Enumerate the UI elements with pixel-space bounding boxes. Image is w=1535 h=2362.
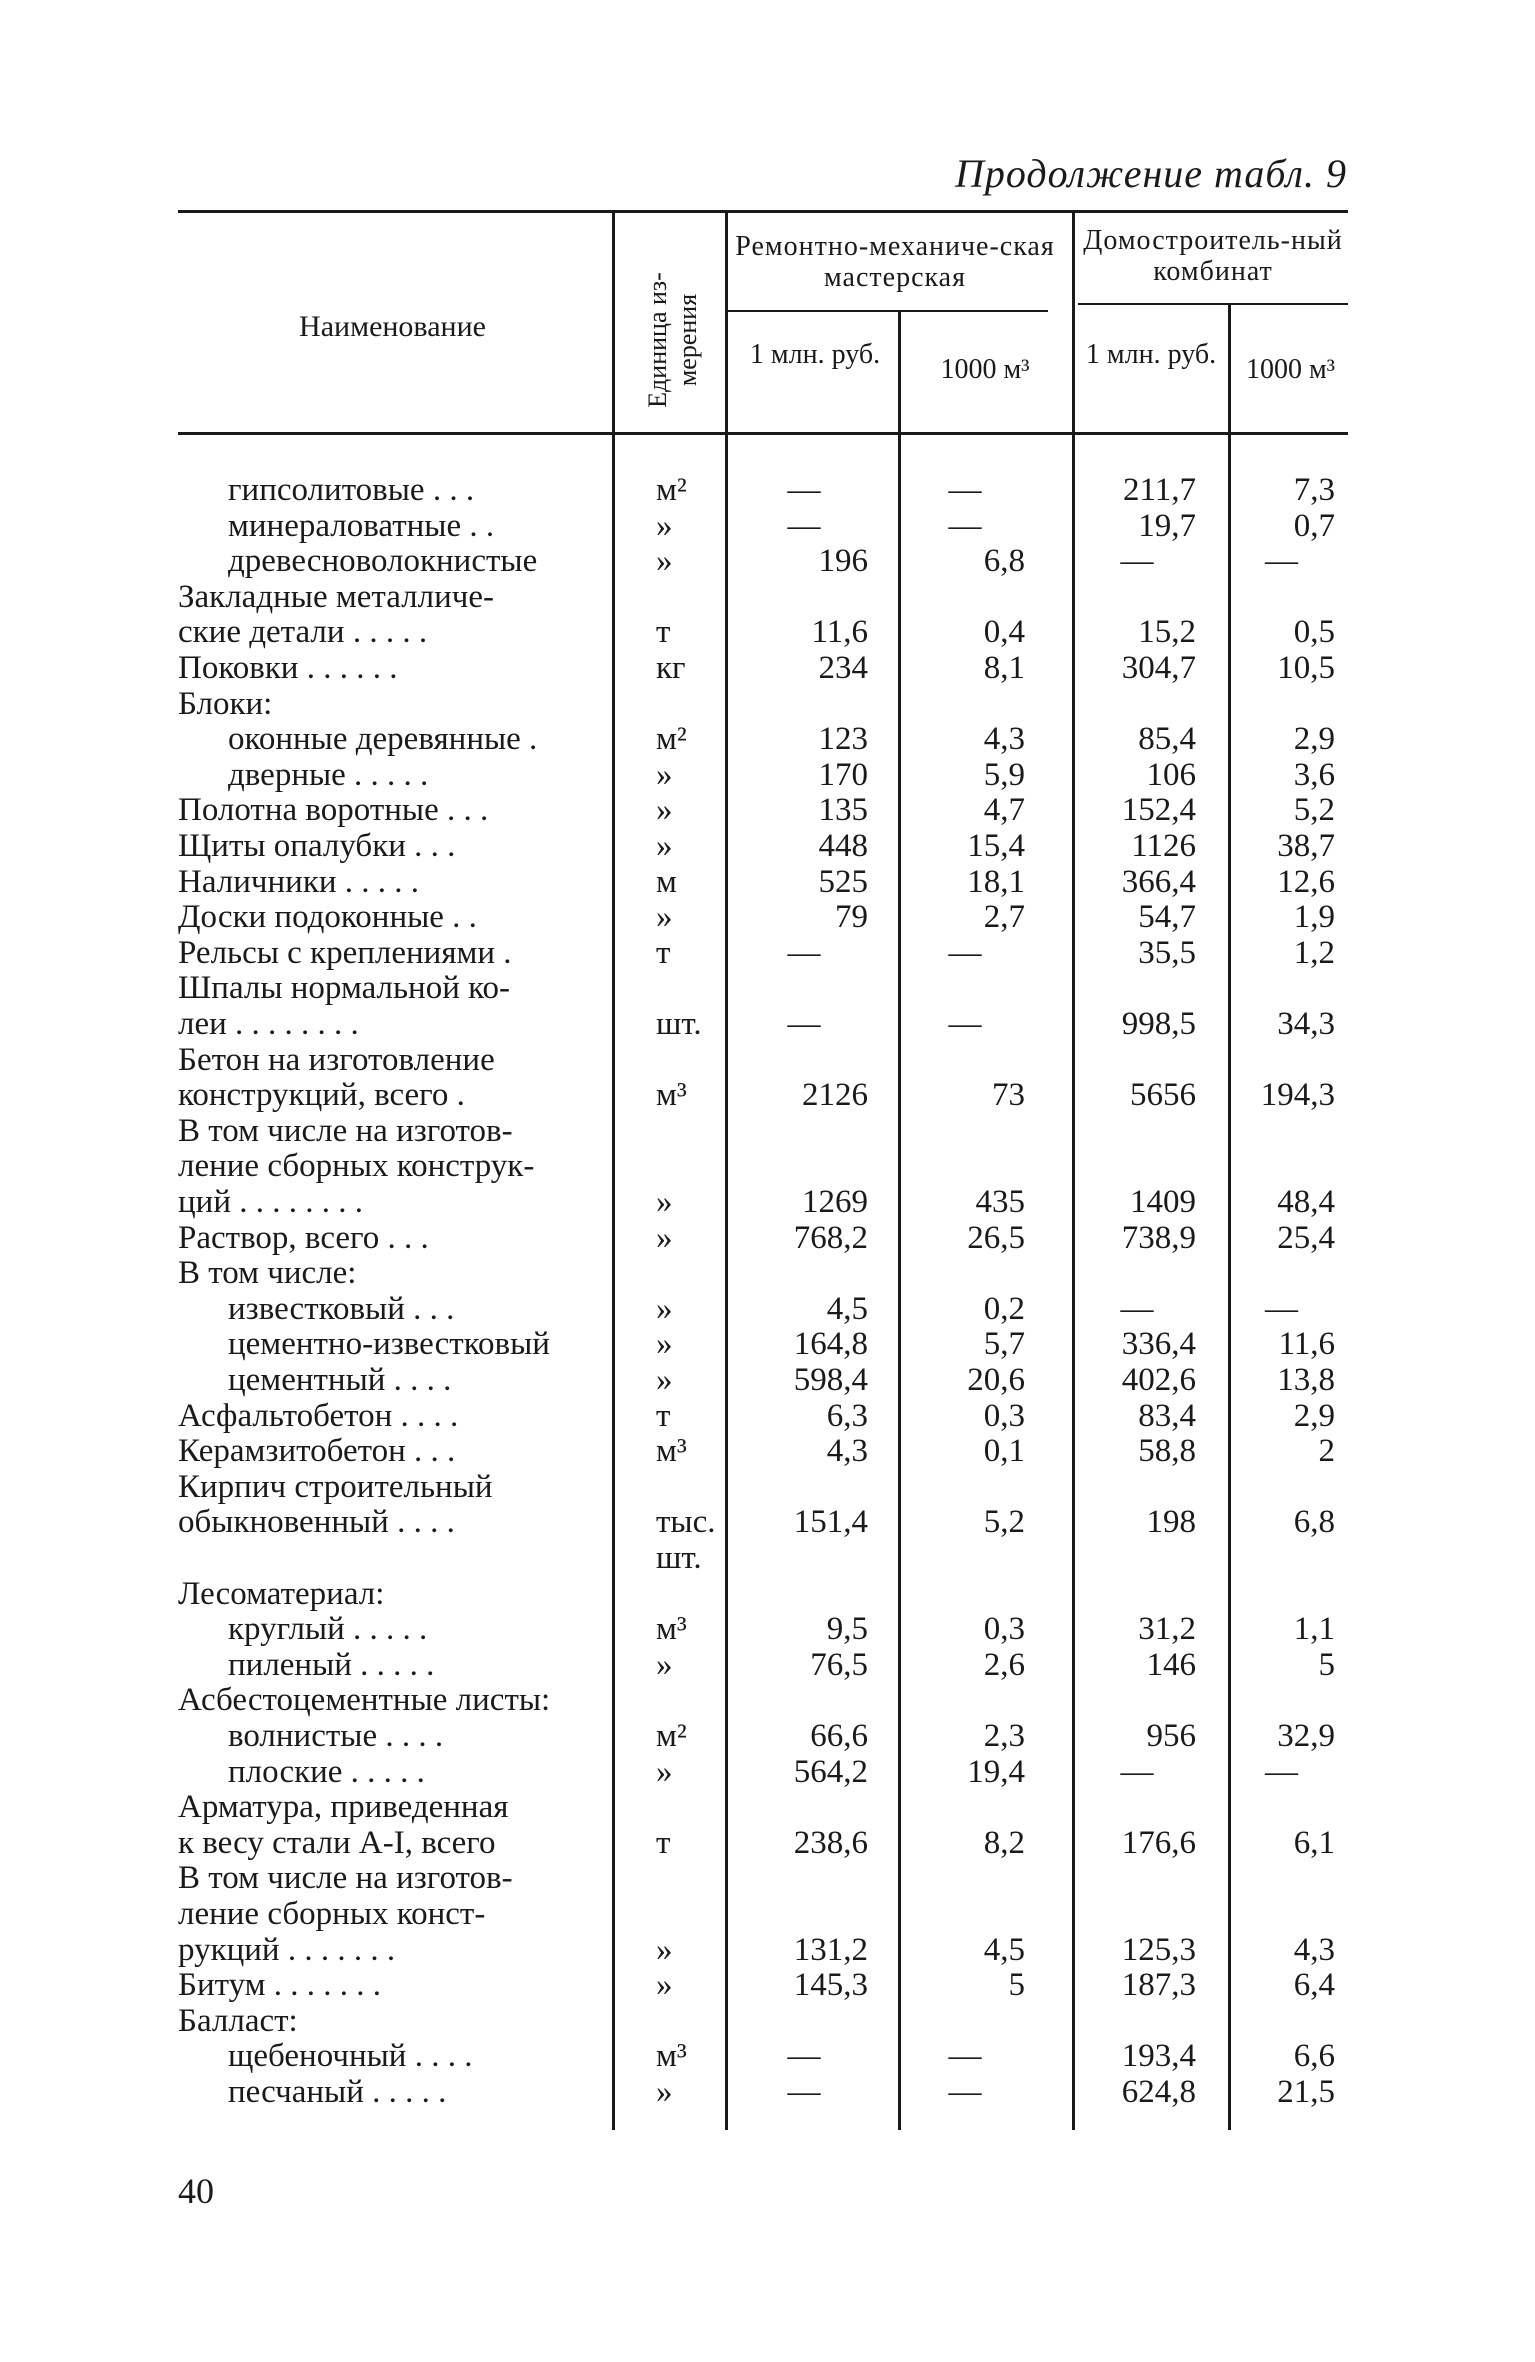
- row-unit: м: [656, 863, 677, 900]
- row-value: 48,4: [1277, 1184, 1335, 1220]
- header-sub-1000-1: 1000 м³: [940, 354, 1030, 385]
- row-unit: м³: [656, 1611, 687, 1648]
- row-value: —: [1120, 543, 1154, 580]
- row-name: В том числе:: [178, 1255, 357, 1292]
- header-unit: Единица из-мерения: [643, 272, 702, 408]
- row-value: —: [948, 1006, 982, 1042]
- row-name: гипсолитовые . . .: [228, 472, 475, 508]
- row-name: В том числе на изготов-: [178, 1112, 513, 1149]
- row-unit: »: [656, 1219, 673, 1256]
- row-value: 58,8: [1138, 1433, 1196, 1470]
- row-value: 0,7: [1293, 507, 1335, 544]
- row-unit: м³: [656, 1077, 687, 1114]
- row-value: 19,7: [1138, 507, 1196, 544]
- row-name: ление сборных конст-: [178, 1896, 486, 1932]
- row-value: —: [787, 1006, 821, 1042]
- row-value: 32,9: [1277, 1718, 1335, 1754]
- row-name: В том числе на изготов-: [178, 1860, 513, 1897]
- row-value: 54,7: [1138, 899, 1196, 936]
- row-value: 8,2: [983, 1824, 1025, 1861]
- row-value: 176,6: [1121, 1824, 1196, 1861]
- row-value: 2,7: [983, 899, 1025, 936]
- row-unit: т: [656, 1824, 671, 1861]
- row-value: 34,3: [1277, 1006, 1335, 1042]
- row-unit: »: [656, 507, 673, 544]
- row-value: 15,4: [967, 828, 1025, 864]
- header-subgroup-rule-1: [728, 310, 1048, 312]
- row-value: 2,9: [1293, 1397, 1335, 1434]
- row-name: рукций . . . . . . .: [178, 1931, 396, 1968]
- row-name: Лесоматериал:: [178, 1575, 385, 1612]
- row-value: —: [787, 507, 821, 544]
- row-unit: т: [656, 934, 671, 971]
- row-unit: м²: [656, 1718, 687, 1754]
- row-unit: »: [656, 828, 673, 864]
- header-sub-mln-1: 1 млн. руб.: [749, 339, 881, 370]
- row-unit: »: [656, 899, 673, 936]
- row-value: 525: [818, 863, 868, 900]
- row-value: 11,6: [811, 614, 868, 651]
- row-value: 9,5: [826, 1611, 868, 1648]
- row-name: ление сборных конструк-: [178, 1148, 535, 1185]
- row-value: 6,3: [826, 1397, 868, 1434]
- header-subgroup-rule-2: [1078, 303, 1348, 305]
- col-divider-mid1: [898, 312, 901, 2130]
- row-name: песчаный . . . . .: [228, 2074, 447, 2110]
- row-value: —: [1265, 543, 1298, 580]
- header-group-house-plant: Домостроитель-ный комбинат: [1083, 225, 1343, 287]
- table-continuation-title: Продолжение табл. 9: [954, 151, 1347, 196]
- row-unit: шт.: [656, 1006, 702, 1042]
- row-name: цементный . . . .: [228, 1362, 452, 1398]
- row-value: 196: [818, 543, 868, 580]
- row-value: —: [787, 2038, 821, 2075]
- row-value: 956: [1146, 1718, 1196, 1754]
- row-value: 125,3: [1121, 1931, 1196, 1968]
- row-value: 2,6: [983, 1646, 1025, 1683]
- row-value: 5,2: [983, 1504, 1025, 1541]
- row-value: 304,7: [1121, 650, 1196, 686]
- row-value: —: [948, 507, 982, 544]
- row-unit: м²: [656, 721, 687, 758]
- row-value: 10,5: [1277, 650, 1335, 686]
- row-name: ций . . . . . . . .: [178, 1184, 363, 1220]
- row-value: 1,2: [1293, 934, 1335, 971]
- row-name: щебеночный . . . .: [228, 2038, 473, 2075]
- row-value: 0,3: [983, 1397, 1025, 1434]
- row-unit: т: [656, 614, 671, 651]
- row-value: 1,1: [1293, 1611, 1335, 1648]
- row-value: 164,8: [793, 1326, 868, 1363]
- row-value: 4,7: [983, 792, 1025, 829]
- row-value: —: [1265, 1290, 1298, 1327]
- row-value: 26,5: [967, 1219, 1025, 1256]
- row-value: 5: [1318, 1646, 1335, 1683]
- row-value: 13,8: [1277, 1362, 1335, 1398]
- row-value: 194,3: [1260, 1077, 1335, 1114]
- row-name: ские детали . . . . .: [178, 614, 428, 651]
- row-value: 6,8: [983, 543, 1025, 580]
- row-unit: »: [656, 1326, 673, 1363]
- row-unit: »: [656, 1967, 673, 2004]
- row-value: 11,6: [1278, 1326, 1335, 1363]
- row-value: —: [787, 934, 821, 971]
- row-name: плоские . . . . .: [228, 1753, 425, 1790]
- row-value: 402,6: [1121, 1362, 1196, 1398]
- row-name: минераловатные . .: [228, 507, 495, 544]
- row-value: 0,3: [983, 1611, 1025, 1648]
- col-divider-group: [1072, 212, 1075, 2130]
- row-value: 448: [818, 828, 868, 864]
- row-value: 19,4: [967, 1753, 1025, 1790]
- row-value: 234: [818, 650, 868, 686]
- row-value: 5,7: [983, 1326, 1025, 1363]
- row-value: 366,4: [1121, 863, 1196, 900]
- row-unit: »: [656, 1362, 673, 1398]
- row-value: 15,2: [1138, 614, 1196, 651]
- row-value: 8,1: [983, 650, 1025, 686]
- header-name: Наименование: [299, 310, 486, 343]
- row-name: Асфальтобетон . . . .: [178, 1397, 459, 1434]
- row-value: 66,6: [810, 1718, 868, 1754]
- row-value: 4,3: [983, 721, 1025, 758]
- row-name: Наличники . . . . .: [178, 863, 420, 900]
- row-name: цементно-известковый: [228, 1326, 550, 1363]
- row-name: оконные деревянные .: [228, 721, 538, 758]
- row-value: —: [948, 2038, 982, 2075]
- row-value: 6,4: [1293, 1967, 1335, 2004]
- row-value: 2,3: [983, 1718, 1025, 1754]
- row-value: 564,2: [793, 1753, 868, 1790]
- row-name: пиленый . . . . .: [228, 1646, 435, 1683]
- row-unit: м²: [656, 472, 687, 508]
- row-value: 1,9: [1293, 899, 1335, 936]
- row-value: 624,8: [1121, 2074, 1196, 2110]
- row-unit: т: [656, 1397, 671, 1434]
- row-value: 4,3: [1293, 1931, 1335, 1968]
- row-value: 1409: [1130, 1184, 1196, 1220]
- col-divider-unit: [725, 212, 728, 2130]
- row-unit: кг: [656, 650, 686, 686]
- row-name: Доски подоконные . .: [178, 899, 477, 936]
- row-name: Поковки . . . . . .: [178, 650, 398, 686]
- row-value: 170: [818, 756, 868, 793]
- row-name: обыкновенный . . . .: [178, 1504, 455, 1541]
- row-name: Бетон на изготовление: [178, 1041, 495, 1078]
- table-top-rule: [178, 210, 1348, 213]
- row-name: круглый . . . . .: [228, 1611, 428, 1648]
- row-value: 73: [992, 1077, 1025, 1114]
- row-value: 738,9: [1121, 1219, 1196, 1256]
- row-unit: »: [656, 756, 673, 793]
- row-unit: »: [656, 1184, 673, 1220]
- row-value: 6,6: [1293, 2038, 1335, 2075]
- row-name: Асбестоцементные листы:: [178, 1682, 551, 1719]
- row-value: 152,4: [1121, 792, 1196, 829]
- col-divider-name: [612, 212, 615, 2130]
- row-value: 5,9: [983, 756, 1025, 793]
- row-name: Арматура, приведенная: [178, 1789, 509, 1826]
- row-value: 25,4: [1277, 1219, 1335, 1256]
- row-value: 998,5: [1121, 1006, 1196, 1042]
- row-name: Полотна воротные . . .: [178, 792, 489, 829]
- row-unit: »: [656, 1646, 673, 1683]
- row-name: Битум . . . . . . .: [178, 1967, 382, 2004]
- row-value: —: [948, 2074, 982, 2110]
- row-value: 83,4: [1138, 1397, 1196, 1434]
- header-group-repair-shop: Ремонтно-механиче-ская мастерская: [735, 231, 1055, 293]
- row-unit: »: [656, 1290, 673, 1327]
- row-unit: »: [656, 792, 673, 829]
- row-value: —: [948, 472, 982, 508]
- row-value: 6,8: [1293, 1504, 1335, 1541]
- row-value: —: [787, 2074, 821, 2110]
- row-value: 0,1: [983, 1433, 1025, 1470]
- row-value: 76,5: [810, 1646, 868, 1683]
- row-name: дверные . . . . .: [228, 756, 429, 793]
- row-name: древесноволокнистые: [228, 543, 538, 580]
- row-value: —: [1265, 1753, 1298, 1790]
- row-value: 5656: [1130, 1077, 1196, 1114]
- row-value: 238,6: [793, 1824, 868, 1861]
- row-name: Керамзитобетон . . .: [178, 1433, 456, 1470]
- row-unit: тыс. шт.: [656, 1504, 716, 1577]
- row-value: 123: [818, 721, 868, 758]
- row-value: 35,5: [1138, 934, 1196, 971]
- row-value: 336,4: [1121, 1326, 1196, 1363]
- row-value: 6,1: [1293, 1824, 1335, 1861]
- row-value: 85,4: [1138, 721, 1196, 758]
- row-value: 131,2: [793, 1931, 868, 1968]
- row-value: 598,4: [793, 1362, 868, 1398]
- row-name: Щиты опалубки . . .: [178, 828, 456, 864]
- row-value: 38,7: [1277, 828, 1335, 864]
- row-value: 151,4: [793, 1504, 868, 1541]
- row-value: 187,3: [1121, 1967, 1196, 2004]
- row-value: 79: [835, 899, 868, 936]
- row-unit: »: [656, 543, 673, 580]
- header-sub-1000-2: 1000 м³: [1245, 354, 1336, 385]
- row-name: Блоки:: [178, 685, 273, 722]
- row-name: к весу стали А-I, всего: [178, 1824, 496, 1861]
- row-value: 1126: [1131, 828, 1196, 864]
- row-value: 435: [975, 1184, 1025, 1220]
- row-value: 211,7: [1122, 472, 1196, 508]
- row-unit: м³: [656, 1433, 687, 1470]
- row-value: 2,9: [1293, 721, 1335, 758]
- row-value: 3,6: [1293, 756, 1335, 793]
- row-value: —: [1120, 1290, 1154, 1327]
- row-value: 21,5: [1277, 2074, 1335, 2110]
- row-value: 145,3: [793, 1967, 868, 2004]
- row-value: 7,3: [1293, 472, 1335, 508]
- row-value: 0,2: [983, 1290, 1025, 1327]
- row-name: Кирпич строительный: [178, 1468, 493, 1505]
- page-number: 40: [178, 2171, 214, 2211]
- row-value: 12,6: [1277, 863, 1335, 900]
- row-value: 31,2: [1138, 1611, 1196, 1648]
- row-value: 1269: [802, 1184, 868, 1220]
- header-bottom-rule: [178, 432, 1348, 435]
- row-value: 768,2: [793, 1219, 868, 1256]
- row-value: 4,5: [983, 1931, 1025, 1968]
- row-value: 4,5: [826, 1290, 868, 1327]
- row-value: 18,1: [967, 863, 1025, 900]
- row-unit: м³: [656, 2038, 687, 2075]
- row-unit: »: [656, 2074, 673, 2110]
- header-sub-mln-2: 1 млн. руб.: [1085, 339, 1217, 370]
- row-value: —: [948, 934, 982, 971]
- row-name: Рельсы с креплениями .: [178, 934, 512, 971]
- row-value: 20,6: [967, 1362, 1025, 1398]
- row-value: —: [1120, 1753, 1154, 1790]
- row-value: 5,2: [1293, 792, 1335, 829]
- row-value: 198: [1146, 1504, 1196, 1541]
- row-name: конструкций, всего .: [178, 1077, 465, 1114]
- row-value: 5: [1008, 1967, 1025, 2004]
- row-unit: »: [656, 1753, 673, 1790]
- row-value: 135: [818, 792, 868, 829]
- row-value: 193,4: [1121, 2038, 1196, 2075]
- row-name: волнистые . . . .: [228, 1718, 444, 1754]
- row-value: 0,5: [1293, 614, 1335, 651]
- row-unit: »: [656, 1931, 673, 1968]
- row-value: 2126: [802, 1077, 868, 1114]
- row-name: известковый . . .: [228, 1290, 455, 1327]
- row-name: Шпалы нормальной ко-: [178, 970, 510, 1007]
- row-value: 106: [1146, 756, 1196, 793]
- row-value: 2: [1318, 1433, 1335, 1470]
- row-name: леи . . . . . . . .: [178, 1006, 359, 1042]
- row-name: Балласт:: [178, 2002, 298, 2039]
- row-name: Раствор, всего . . .: [178, 1219, 429, 1256]
- row-value: 4,3: [826, 1433, 868, 1470]
- row-value: —: [787, 472, 821, 508]
- row-name: Закладные металличе-: [178, 578, 494, 615]
- row-value: 0,4: [983, 614, 1025, 651]
- row-value: 146: [1146, 1646, 1196, 1683]
